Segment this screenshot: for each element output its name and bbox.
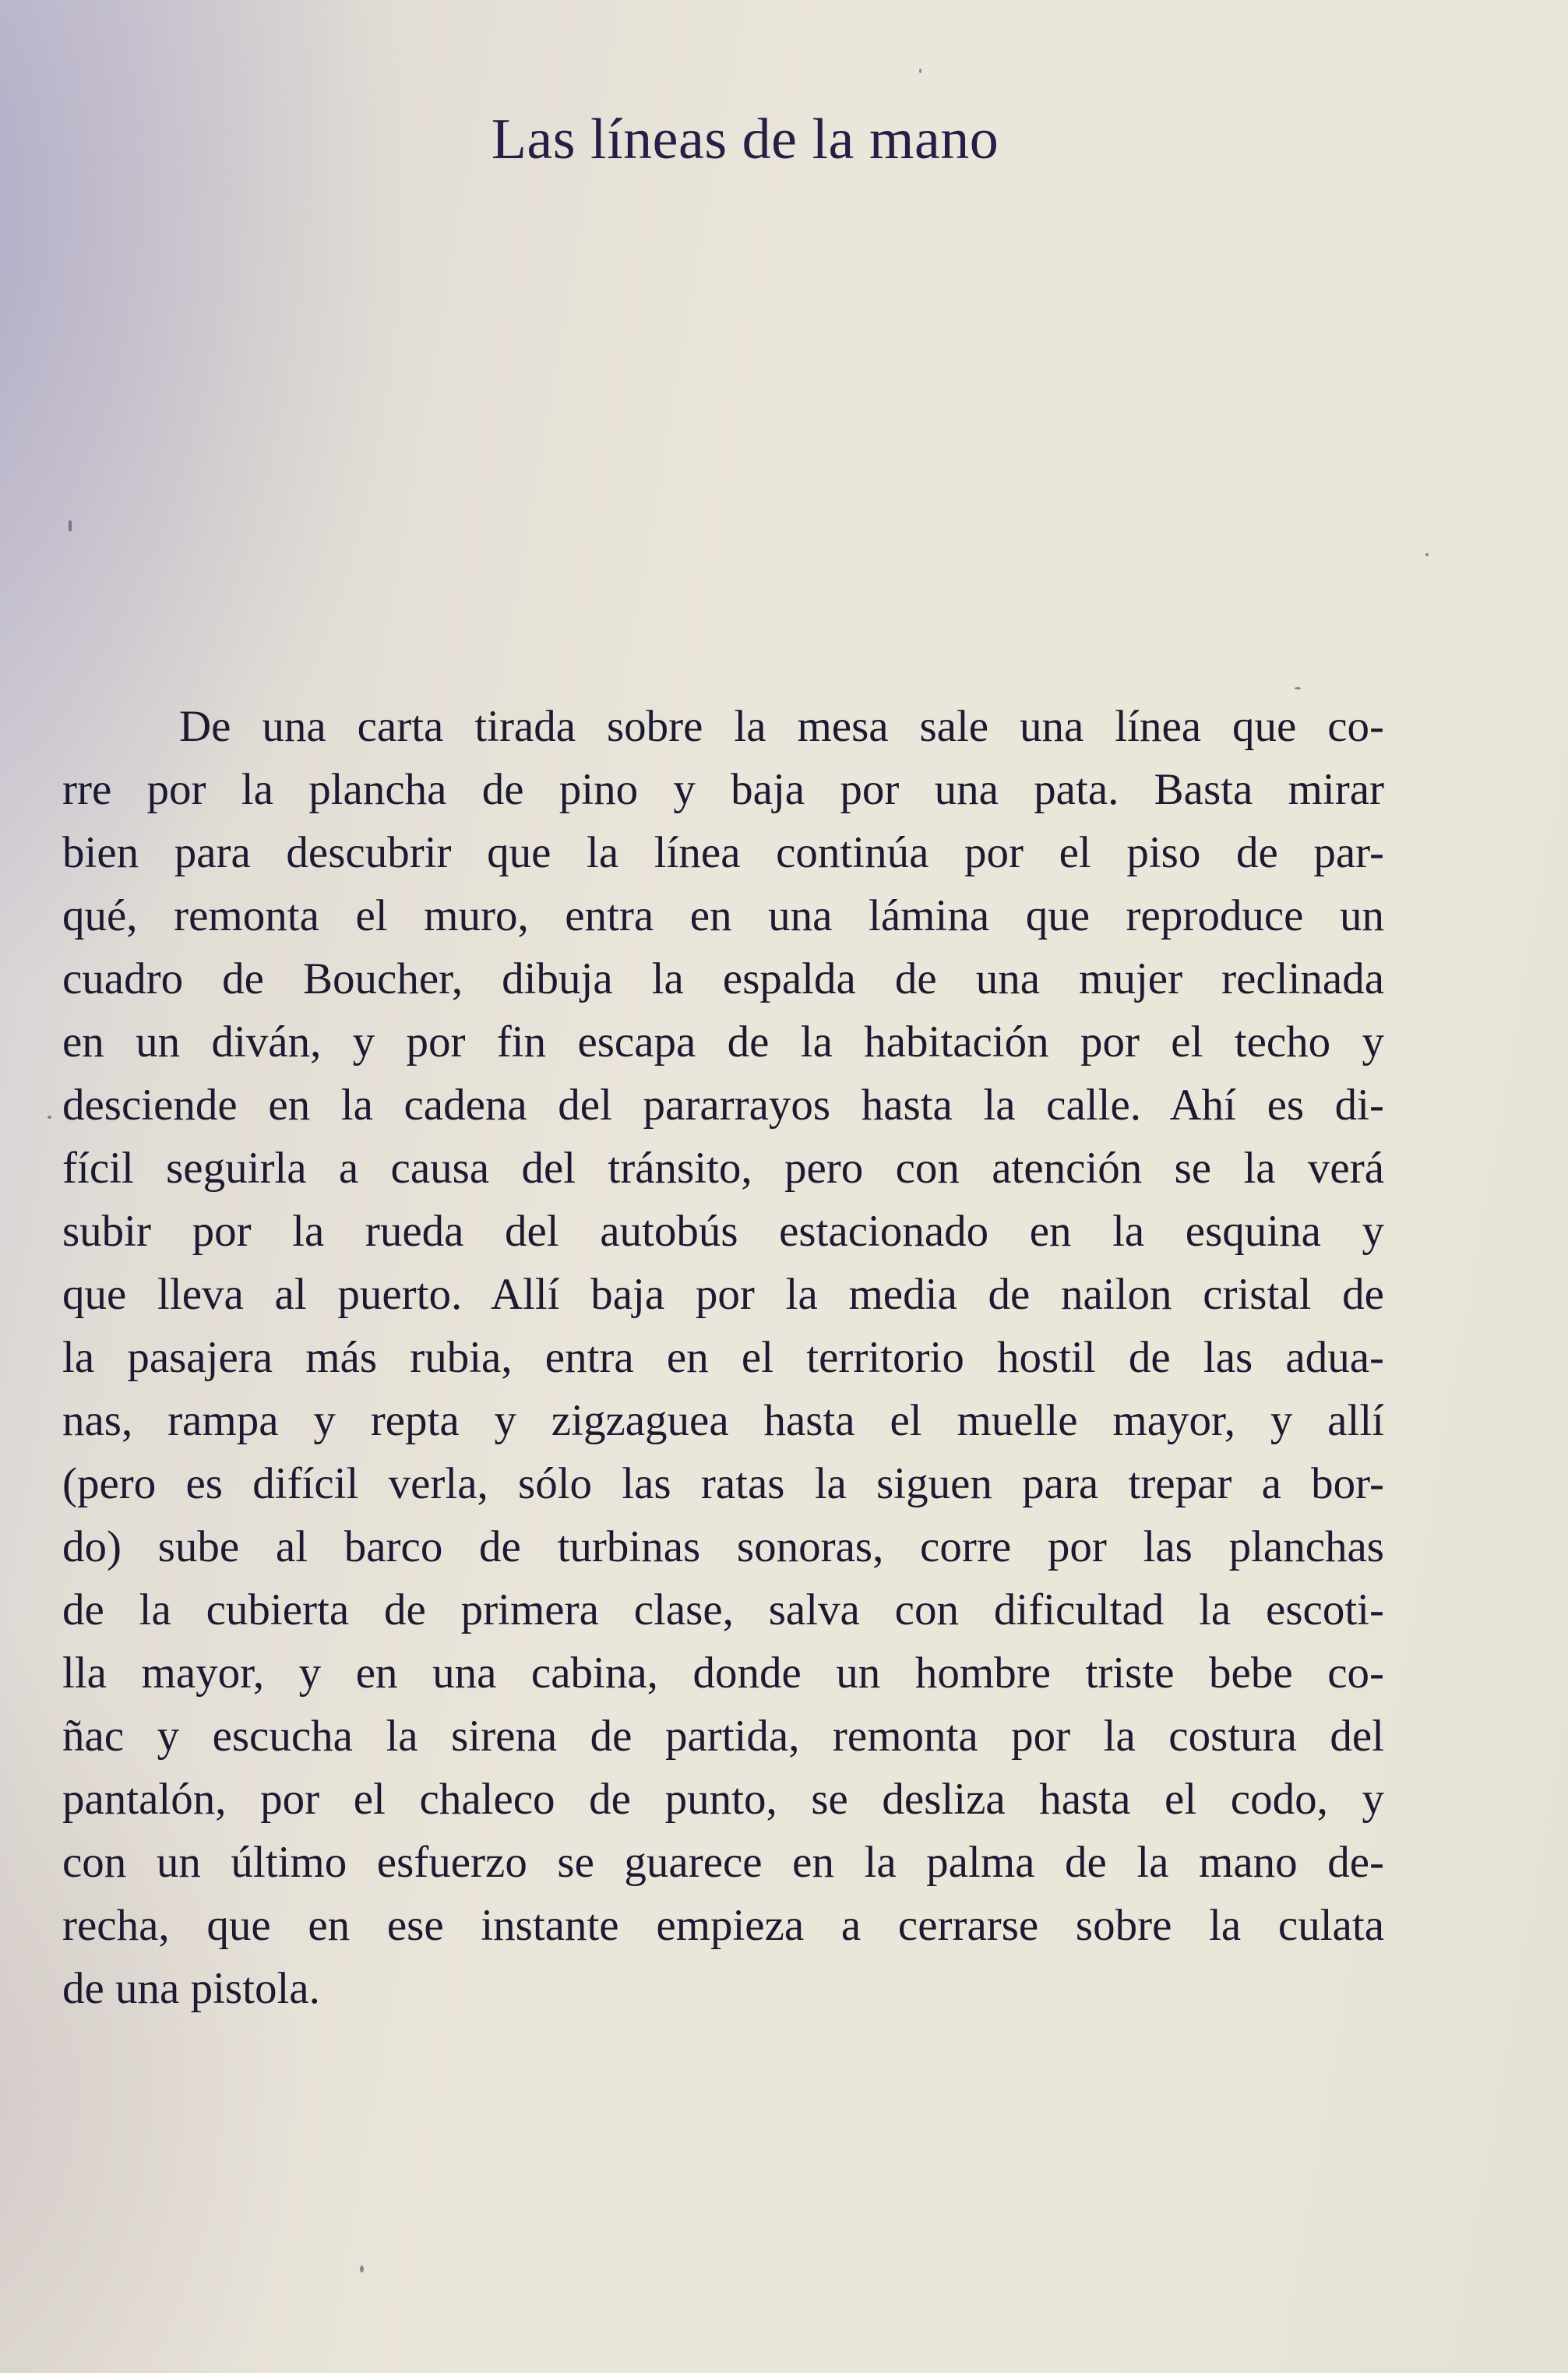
text-line: pantalón, por el chaleco de punto, se desliza hasta el codo, y: [62, 1775, 1384, 1824]
text-line: rre por la plancha de pino y baja por una pata. Basta mirar: [62, 765, 1384, 814]
paper-speck: [1425, 553, 1429, 556]
text-line: qué, remonta el muro, entra en una lámina que reproduce un: [62, 891, 1384, 940]
text-line: (pero es difícil verla, sólo las ratas la siguen para trepar a bor-: [62, 1459, 1384, 1508]
paper-speck: [1295, 687, 1301, 689]
text-line: fícil seguirla a causa del tránsito, pero con atención se la verá: [62, 1144, 1384, 1193]
paper-speck: [48, 1116, 51, 1119]
story-paragraph: [62, 695, 1384, 2020]
text-line: de la cubierta de primera clase, salva con dificultad la escoti-: [62, 1585, 1384, 1634]
text-line: De una carta tirada sobre la mesa sale una línea que co-: [179, 702, 1384, 751]
text-line: nas, rampa y repta y zigzaguea hasta el muelle mayor, y allí: [62, 1396, 1384, 1445]
paper-speck: [360, 2265, 364, 2273]
paper-speck: [919, 69, 921, 73]
text-line: recha, que en ese instante empieza a cerrarse sobre la culata: [62, 1901, 1384, 1950]
text-line: de una pistola.: [62, 1964, 320, 2013]
text-line: subir por la rueda del autobús estacionado en la esquina y: [62, 1207, 1384, 1256]
text-line: bien para descubrir que la línea continúa por el piso de par-: [62, 828, 1384, 877]
text-line: que lleva al puerto. Allí baja por la media de nailon cristal de: [62, 1270, 1384, 1319]
text-line: do) sube al barco de turbinas sonoras, corre por las planchas: [62, 1522, 1384, 1571]
text-line: con un último esfuerzo se guarece en la palma de la mano de-: [62, 1838, 1384, 1887]
text-line: en un diván, y por fin escapa de la habitación por el techo y: [62, 1017, 1384, 1067]
story-title: Las líneas de la mano: [491, 108, 999, 171]
paper-speck: [69, 520, 72, 531]
text-line: desciende en la cadena del pararrayos hasta la calle. Ahí es di-: [62, 1081, 1384, 1130]
text-line: cuadro de Boucher, dibuja la espalda de una mujer reclinada: [62, 954, 1384, 1003]
text-line: ñac y escucha la sirena de partida, remonta por la costura del: [62, 1712, 1384, 1761]
text-line: lla mayor, y en una cabina, donde un hombre triste bebe co-: [62, 1648, 1384, 1698]
text-line: la pasajera más rubia, entra en el territorio hostil de las adua-: [62, 1333, 1384, 1382]
